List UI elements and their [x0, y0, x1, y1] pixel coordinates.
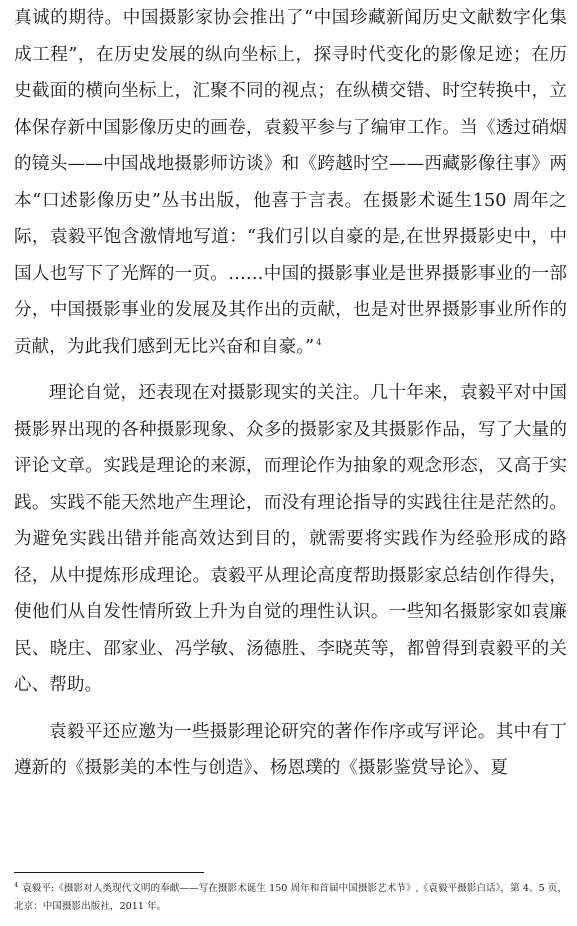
footnote-reference: 4	[316, 337, 322, 347]
paragraph-3: 袁毅平还应邀为一些摄影理论研究的著作作序或写评论。其中有丁遵新的《摄影美的本性与创造》、杨恩璞的《摄影鉴赏导论》、夏	[14, 721, 567, 778]
paragraph-1-text: 真诚的期待。中国摄影家协会推出了“中国珍藏新闻历史文献数字化集成工程”，在历史发展的纵向坐标上，探寻时代变化的影像足迹；在历史截面的横向坐标上，汇聚不同的视点；在纵横交错、时空转换中，立体保存新中国影像历史的画卷，袁毅平参与了编审工作。当《透过硝烟的镜头——中国战地摄影师访谈》和《跨越时空——西藏影像往事》两本“口述影像历史”丛书出版，他喜于言表。在摄影术诞生150 周年之际，袁毅平饱含激情地写道：“我们引以自豪的是,在世界摄影史中，中国人也写下了光辉的一页。……中国的摄影事业是世界摄影事业的一部分，中国摄影事业的发展及其作出的贡献，也是对世界摄影事业所作的贡献，为此我们感到无比兴奋和自豪。”	[14, 8, 567, 357]
paragraph-1	[14, 0, 567, 365]
body-text	[14, 0, 567, 787]
footnote	[14, 880, 567, 915]
footnote-divider	[14, 872, 204, 873]
paragraph-2: 理论自觉，还表现在对摄影现实的关注。几十年来，袁毅平对中国摄影界出现的各种摄影现象、众多的摄影家及其摄影作品，写了大量的评论文章。实践是理论的来源，而理论作为抽象的观念形态，又高于实践。实践不能天然地产生理论，而没有理论指导的实践往往是茫然的。为避免实践出错并能高效达到目的，就需要将实践作为经验形成的路径，从中提炼形成理论。袁毅平从理论高度帮助摄影家总结创作得失，使他们从自发性情所致上升为自觉的理性认识。一些知名摄影家如袁廉民、晓庄、邵家业、冯学敏、汤德胜、李晓英等，都曾得到袁毅平的关心、帮助。	[14, 383, 567, 695]
footnote-text: 袁毅平:《摄影对人类现代文明的奉献——写在摄影术诞生 150 周年和首届中国摄影艺术节》,《袁毅平摄影白话》，第 4、5 页，北京：中国摄影出版社，2011 年。	[14, 883, 567, 912]
footnote-number: 4	[14, 880, 19, 889]
